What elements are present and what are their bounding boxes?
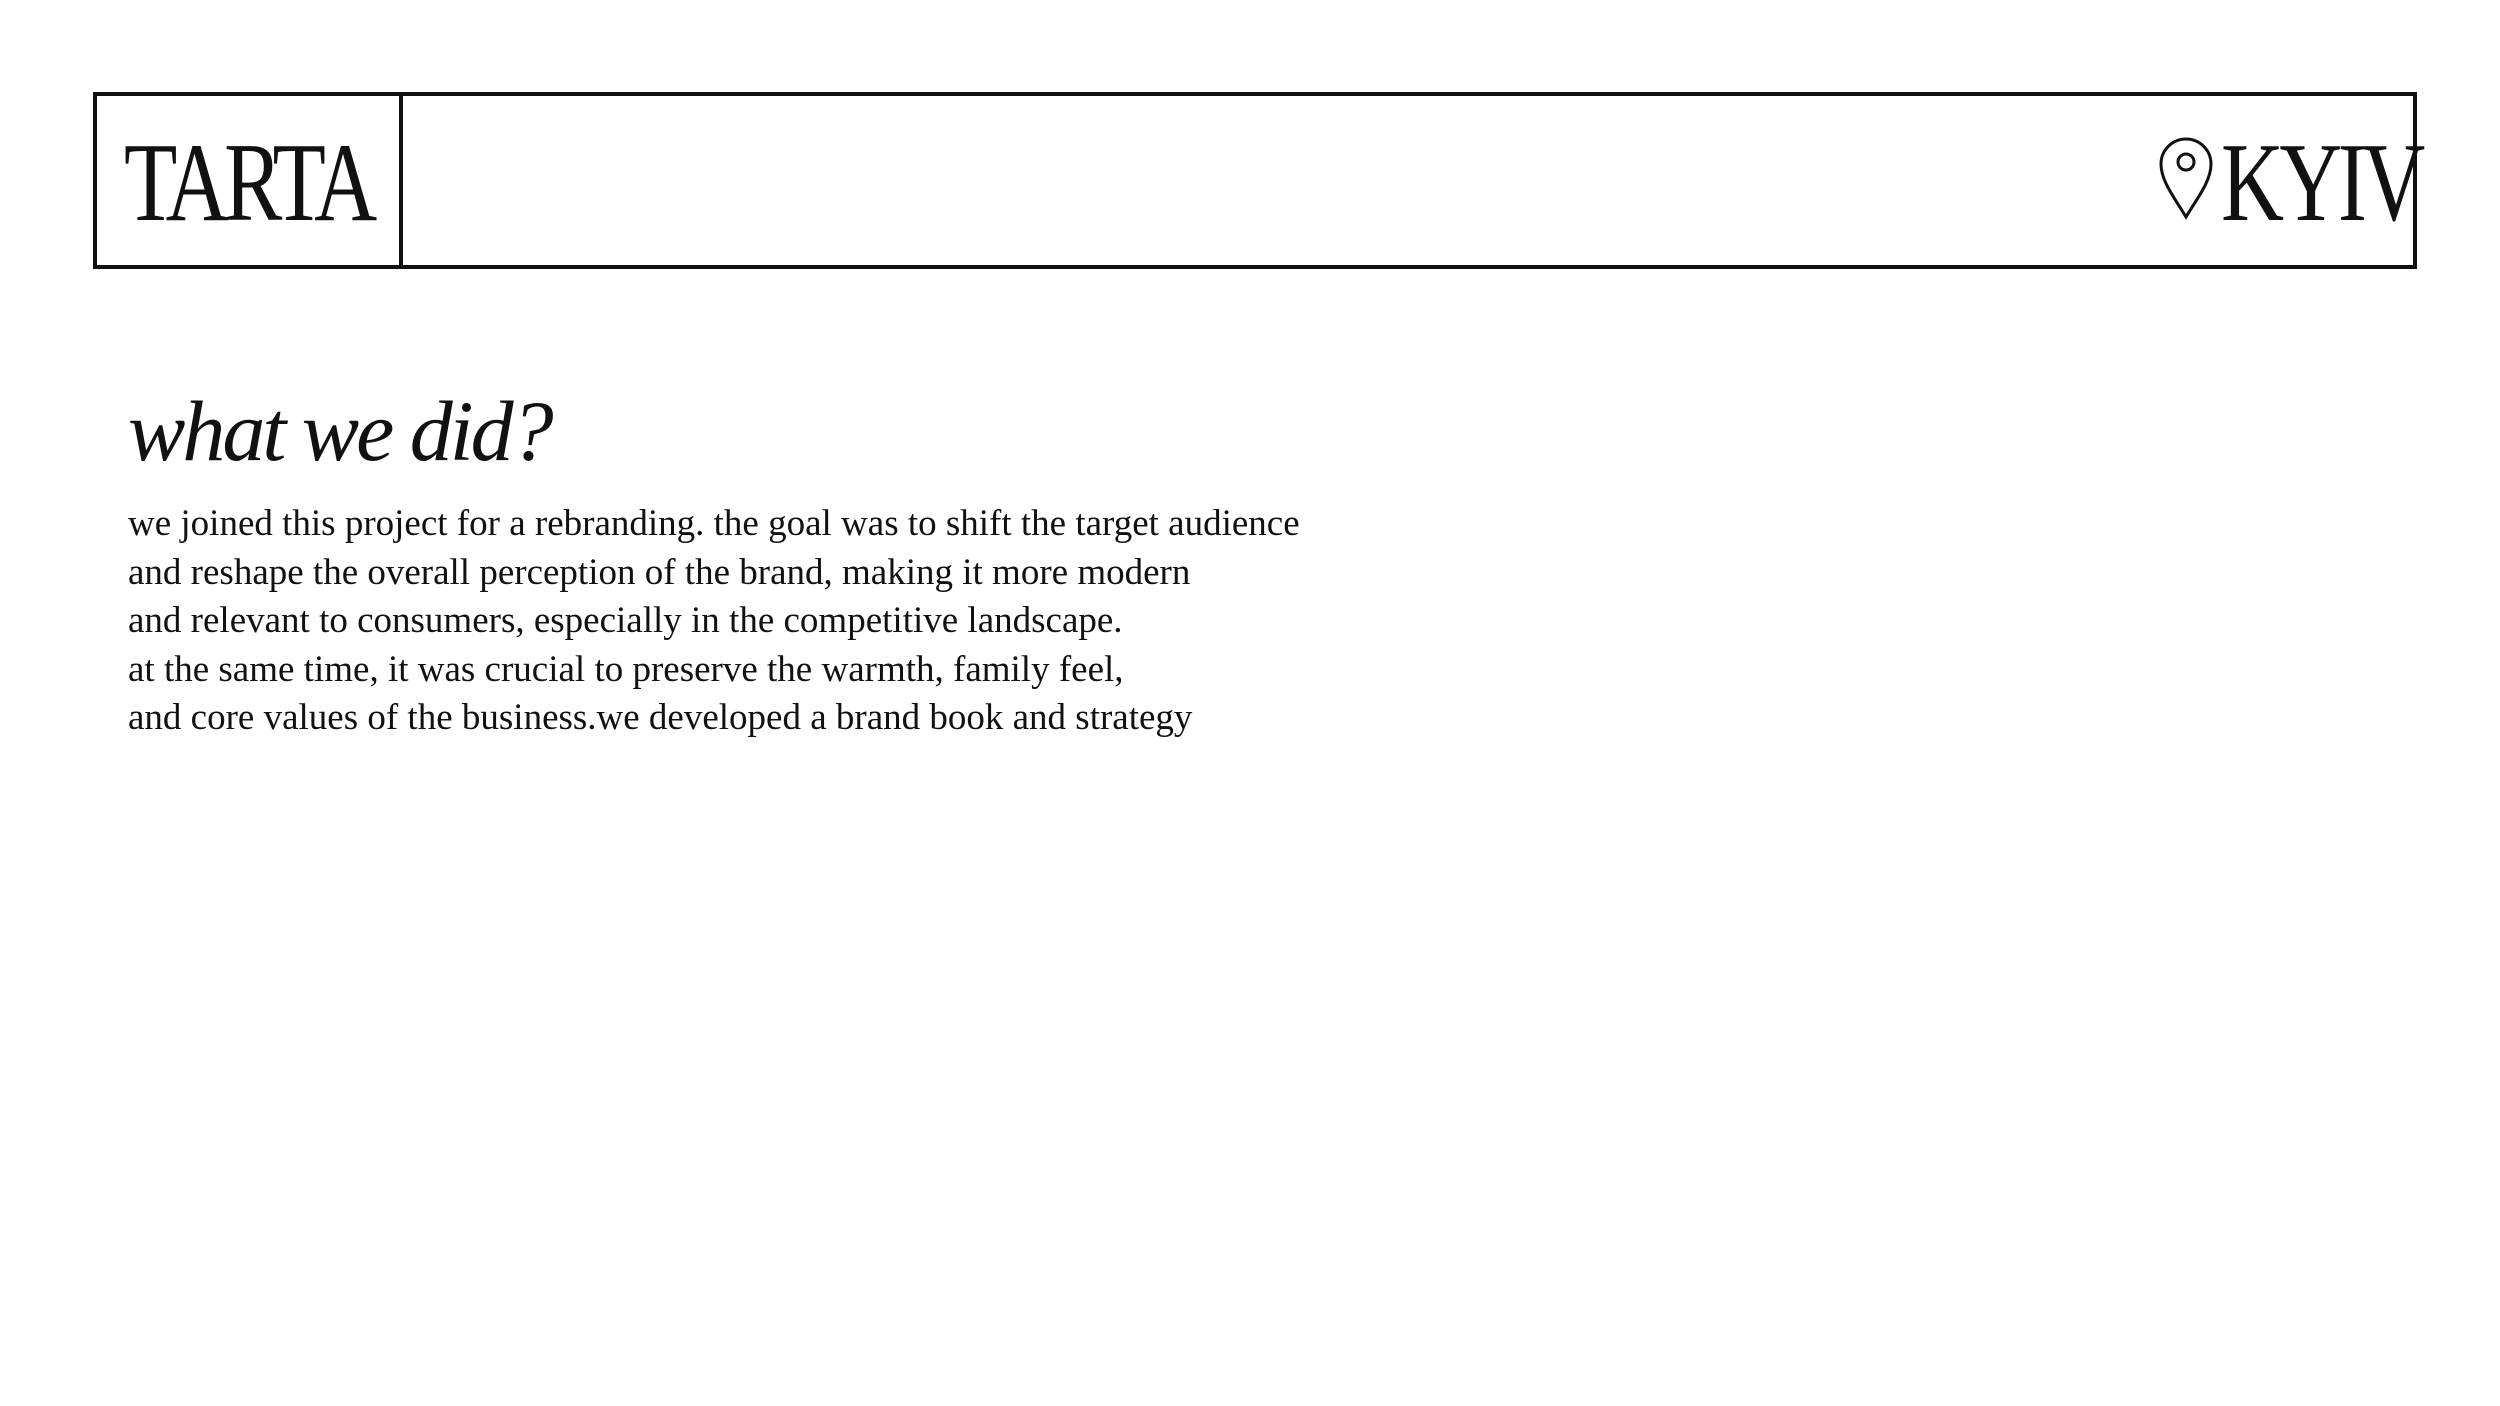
section-body: [128, 500, 1628, 743]
location: [2157, 96, 2421, 265]
body-line: and relevant to consumers, especially in the competitive landscape.: [128, 600, 1123, 641]
brand-logo-text[interactable]: TARTA: [124, 120, 373, 245]
header-spacer: [403, 96, 2157, 265]
map-pin-icon: [2157, 137, 2215, 221]
body-line: we joined this project for a rebranding. the goal was to shift the target audience: [128, 503, 1300, 544]
body-line: at the same time, it was crucial to preserve the warmth, family feel,: [128, 648, 1124, 690]
brand-cell: [97, 96, 403, 265]
section-title: what we did?: [128, 383, 551, 479]
body-line: and core values of the business.we developed a brand book and strategy: [128, 697, 1193, 738]
location-city: KYIV: [2221, 120, 2421, 245]
body-line: and reshape the overall perception of the brand, making it more modern: [128, 551, 1191, 593]
header-bar: [93, 92, 2421, 269]
